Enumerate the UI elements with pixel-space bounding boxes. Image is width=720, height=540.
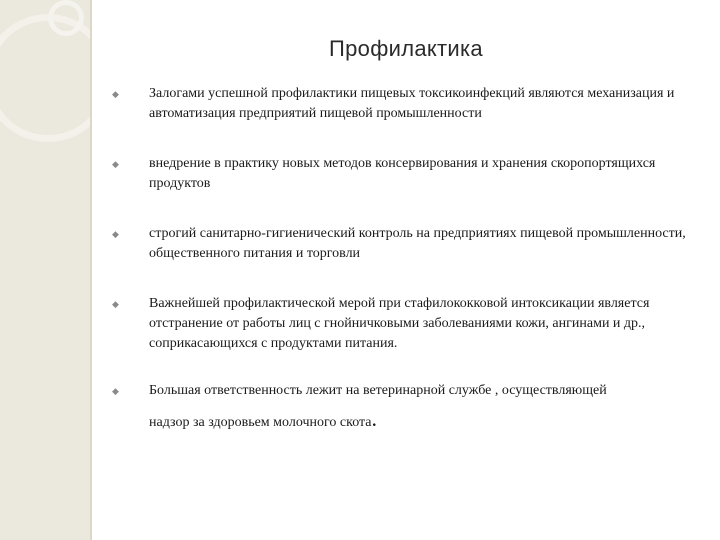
bullet-text: Важнейшей профилактической мерой при стафилококковой интоксикации является отстранение от работы лиц с гнойничковыми заболеваниями кожи, ангинами и др., соприкасающихся с продуктами питания. bbox=[149, 296, 650, 351]
bullet-text-line2-body: надзор за здоровьем молочного скота bbox=[149, 415, 372, 430]
slide-title: Профилактика bbox=[329, 36, 483, 61]
bullet-marker-icon: ◆ bbox=[112, 229, 119, 239]
bullet-text: внедрение в практику новых методов консервирования и хранения скоропортящихся продуктов bbox=[149, 156, 656, 191]
bullet-text-line2 bbox=[149, 406, 607, 433]
bullet-end-mark: . bbox=[371, 406, 378, 431]
decorative-side-panel bbox=[0, 0, 92, 540]
bullet-text: строгий санитарно-гигиенический контроль на предприятиях пищевой промышленности, общественного питания и торговли bbox=[149, 226, 686, 261]
bullet-text bbox=[149, 381, 607, 433]
decorative-ring-small bbox=[48, 0, 84, 36]
bullet-item bbox=[112, 381, 607, 433]
side-panel-edge bbox=[90, 0, 92, 540]
bullet-item bbox=[112, 84, 692, 124]
bullet-marker-icon: ◆ bbox=[112, 89, 119, 99]
bullet-marker-icon: ◆ bbox=[112, 299, 119, 309]
bullet-item bbox=[112, 224, 692, 264]
bullet-item bbox=[112, 154, 692, 194]
bullet-text-line1: Большая ответственность лежит на ветеринарной службе , осуществляющей bbox=[149, 383, 607, 398]
bullet-text: Залогами успешной профилактики пищевых токсикоинфекций являются механизация и автоматизация предприятий пищевой промышленности bbox=[149, 86, 675, 121]
decorative-ring-large bbox=[0, 14, 92, 142]
bullet-marker-icon: ◆ bbox=[112, 386, 119, 396]
bullet-item bbox=[112, 294, 692, 354]
bullet-marker-icon: ◆ bbox=[112, 159, 119, 169]
